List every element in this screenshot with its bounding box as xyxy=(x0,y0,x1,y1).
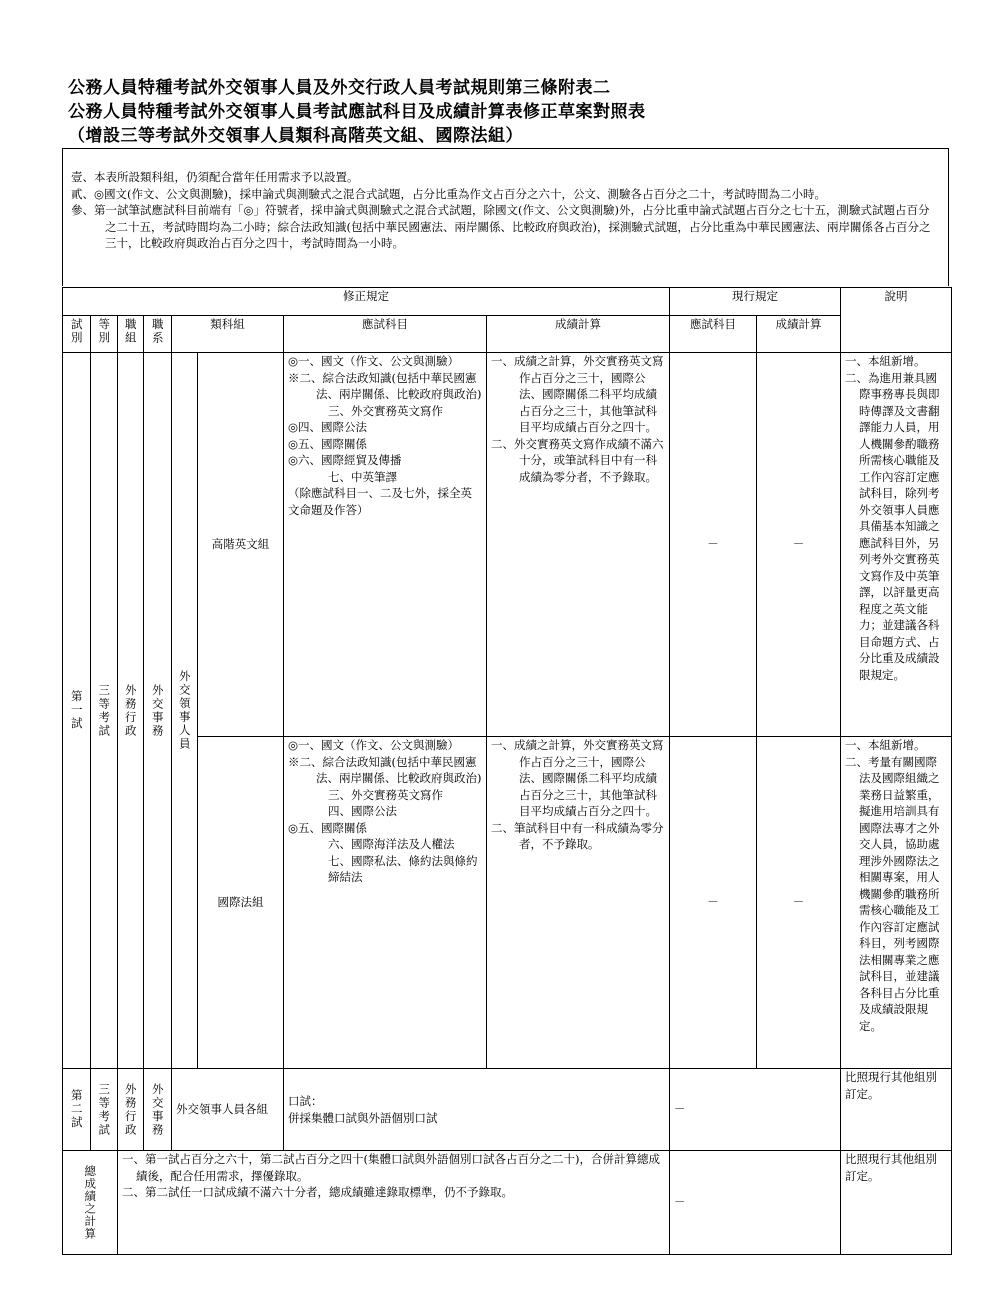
note-3: 參、第一試筆試應試科目前端有「◎」符號者，採申論式與測驗式之混合式試題，除國文(作文、公文與測驗)外，占分比重申論式試題占百分之七十五，測驗式試題占百分之二十五，考試時間均為二小時；綜合法政知識(包括中華民國憲法、兩岸關係、比較政府與政治)，採測驗式試題，占分比重為中華民國憲法、兩岸關係各占百分之三十，比較政府與政治占百分之四十，考試時間為一小時。 xyxy=(71,203,931,250)
international-law-explain xyxy=(841,737,952,1069)
subject-item: 四、國際公法 xyxy=(328,804,397,818)
second-exam-group: 外務行政 xyxy=(123,1082,138,1137)
first-exam-label: 第一試 xyxy=(69,690,84,731)
subject-note: （除應試科目一、二及七外，採全英文命題及作答） xyxy=(288,486,472,517)
international-law-scoring xyxy=(487,737,670,1069)
header-cur-scoring: 成績計算 xyxy=(757,316,841,353)
second-exam-subjects xyxy=(284,1069,670,1151)
scoring-item: 一、成績之計算，外交實務英文寫作占百分之三十，國際公法、國際關係二科平均成績占百分之三十，其他筆試科目平均成績占百分之四十。 xyxy=(491,354,664,434)
second-exam-series: 外交事務 xyxy=(150,1082,165,1137)
first-exam-category: 外交領事人員 xyxy=(177,670,192,751)
header-category: 類科組 xyxy=(172,316,284,353)
group-advanced-english: 高階英文組 xyxy=(198,353,284,737)
oral-exam-label: 口試： xyxy=(288,1094,323,1108)
subject-item: ※二、綜合法政知識(包括中華民國憲法、兩岸關係、比較政府與政治) xyxy=(288,370,482,401)
advanced-english-scoring xyxy=(487,353,670,737)
subject-item: ◎四、國際公法 xyxy=(288,420,368,434)
group-international-law: 國際法組 xyxy=(198,737,284,1069)
subject-item: ◎一、國文（作文、公文與測驗） xyxy=(288,354,460,368)
subject-item: 三、外交實務英文寫作 xyxy=(328,403,443,418)
second-exam-grade: 三等考試 xyxy=(97,1082,112,1137)
header-series: 職系 xyxy=(150,317,165,345)
second-exam-current: － xyxy=(670,1069,841,1151)
second-exam-label: 第二試 xyxy=(69,1089,84,1130)
header-cur-subjects: 應試科目 xyxy=(670,316,757,353)
first-exam-group: 外務行政 xyxy=(123,683,138,738)
subject-item: ◎五、國際關係 xyxy=(288,820,368,835)
note-1: 壹、本表所設類科組，仍須配合當年任用需求予以設置。 xyxy=(71,170,359,184)
subject-item: ※二、綜合法政知識(包括中華民國憲法、兩岸關係、比較政府與政治) xyxy=(288,754,482,785)
scoring-item: 二、筆試科目中有一科成績為零分者，不予錄取。 xyxy=(491,820,664,851)
current-header: 現行規定 xyxy=(670,288,841,316)
current-subjects-dash: － xyxy=(670,353,757,737)
subject-item: ◎五、國際關係 xyxy=(288,436,368,451)
title-line-2: 公務人員特種考試外交領事人員考試應試科目及成績計算表修正草案對照表 xyxy=(68,102,646,122)
header-exam: 試別 xyxy=(69,317,84,345)
subject-item: 六、國際海洋法及人權法 xyxy=(328,837,455,851)
total-rule: 二、第二試任一口試成績不滿六十分者，總成績雖達錄取標準，仍不予錄取。 xyxy=(122,1185,513,1199)
notes-box xyxy=(62,148,949,286)
total-rule: 一、第一試占百分之六十，第二試占百分之四十(集體口試與外語個別口試各占百分之二十)，合併計算總成績後，配合任用需求，擇優錄取。 xyxy=(122,1152,660,1183)
header-subjects: 應試科目 xyxy=(284,316,487,353)
note-2: 貳、◎國文(作文、公文與測驗)，採申論式與測驗式之混合式試題，占分比重為作文占百分之六十，公文、測驗各占百分之二十，考試時間為二小時。 xyxy=(71,186,826,201)
current-scoring-dash: － xyxy=(757,737,841,1069)
total-explain: 比照現行其他組別訂定。 xyxy=(841,1151,952,1255)
subject-item: ◎一、國文（作文、公文與測驗） xyxy=(288,738,460,752)
advanced-english-subjects xyxy=(284,353,487,737)
explain-item: 二、為進用兼具國際事務專長與即時傳譯及文書翻譯能力人員，用人機關參酌職務所需核心職能及工作內容訂定應試科目，除列考外交領事人員應具備基本知識之應試科目外，另列考外交實務英文寫作及中英筆譯，以評量更高程度之英文能力；並建議各科目命題方式、占分比重及成績設限規定。 xyxy=(845,370,940,682)
international-law-subjects xyxy=(284,737,487,1069)
second-exam-explain: 比照現行其他組別訂定。 xyxy=(841,1069,952,1151)
current-scoring-dash: － xyxy=(757,353,841,737)
second-exam-category: 外交領事人員各組 xyxy=(172,1069,284,1151)
scoring-item: 二、外交實務英文寫作成績不滿六十分，或筆試科目中有一科成績為零分者，不予錄取。 xyxy=(491,436,664,484)
subject-item: 七、中英筆譯 xyxy=(328,469,397,484)
header-grade: 等別 xyxy=(97,317,112,345)
explain-item: 一、本組新增。 xyxy=(845,354,926,368)
first-exam-grade: 三等考試 xyxy=(97,683,112,738)
revised-header: 修正規定 xyxy=(63,288,670,316)
header-scoring: 成績計算 xyxy=(487,316,670,353)
scoring-item: 一、成績之計算，外交實務英文寫作占百分之三十，國際公法、國際關係二科平均成績占百分之三十，其他筆試科目平均成績占百分之四十。 xyxy=(491,738,664,818)
first-exam-series: 外交事務 xyxy=(150,683,165,738)
explain-header: 說明 xyxy=(841,288,952,353)
header-group: 職組 xyxy=(123,317,138,345)
current-subjects-dash: － xyxy=(670,737,757,1069)
title-block xyxy=(68,76,646,148)
explain-item: 一、本組新增。 xyxy=(845,738,926,752)
title-line-3: （增設三等考試外交領事人員類科高階英文組、國際法組） xyxy=(68,126,523,146)
title-line-1: 公務人員特種考試外交領事人員及外交行政人員考試規則第三條附表二 xyxy=(68,78,611,98)
total-score-rules xyxy=(118,1151,670,1255)
subject-item: ◎六、國際經貿及傳播 xyxy=(288,453,402,467)
subject-item: 三、外交實務英文寫作 xyxy=(328,787,443,802)
subject-item: 七、國際私法、條約法與條約締結法 xyxy=(328,853,478,884)
advanced-english-explain xyxy=(841,353,952,737)
explain-item: 二、考量有關國際法及國際組織之業務日益繁重，擬進用培訓具有國際法專才之外交人員，協助處理涉外國際法之相關專案，用人機關參酌職務所需核心職能及工作內容訂定應試科目，列考國際法相關專業之應試科目，並建議各科目占分比重及成績設限規定。 xyxy=(845,754,940,1033)
comparison-table xyxy=(62,287,952,1255)
total-current: － xyxy=(670,1151,841,1255)
total-score-label: 總成績之計算 xyxy=(83,1165,98,1240)
oral-exam-desc: 併採集體口試與外語個別口試 xyxy=(288,1110,438,1125)
